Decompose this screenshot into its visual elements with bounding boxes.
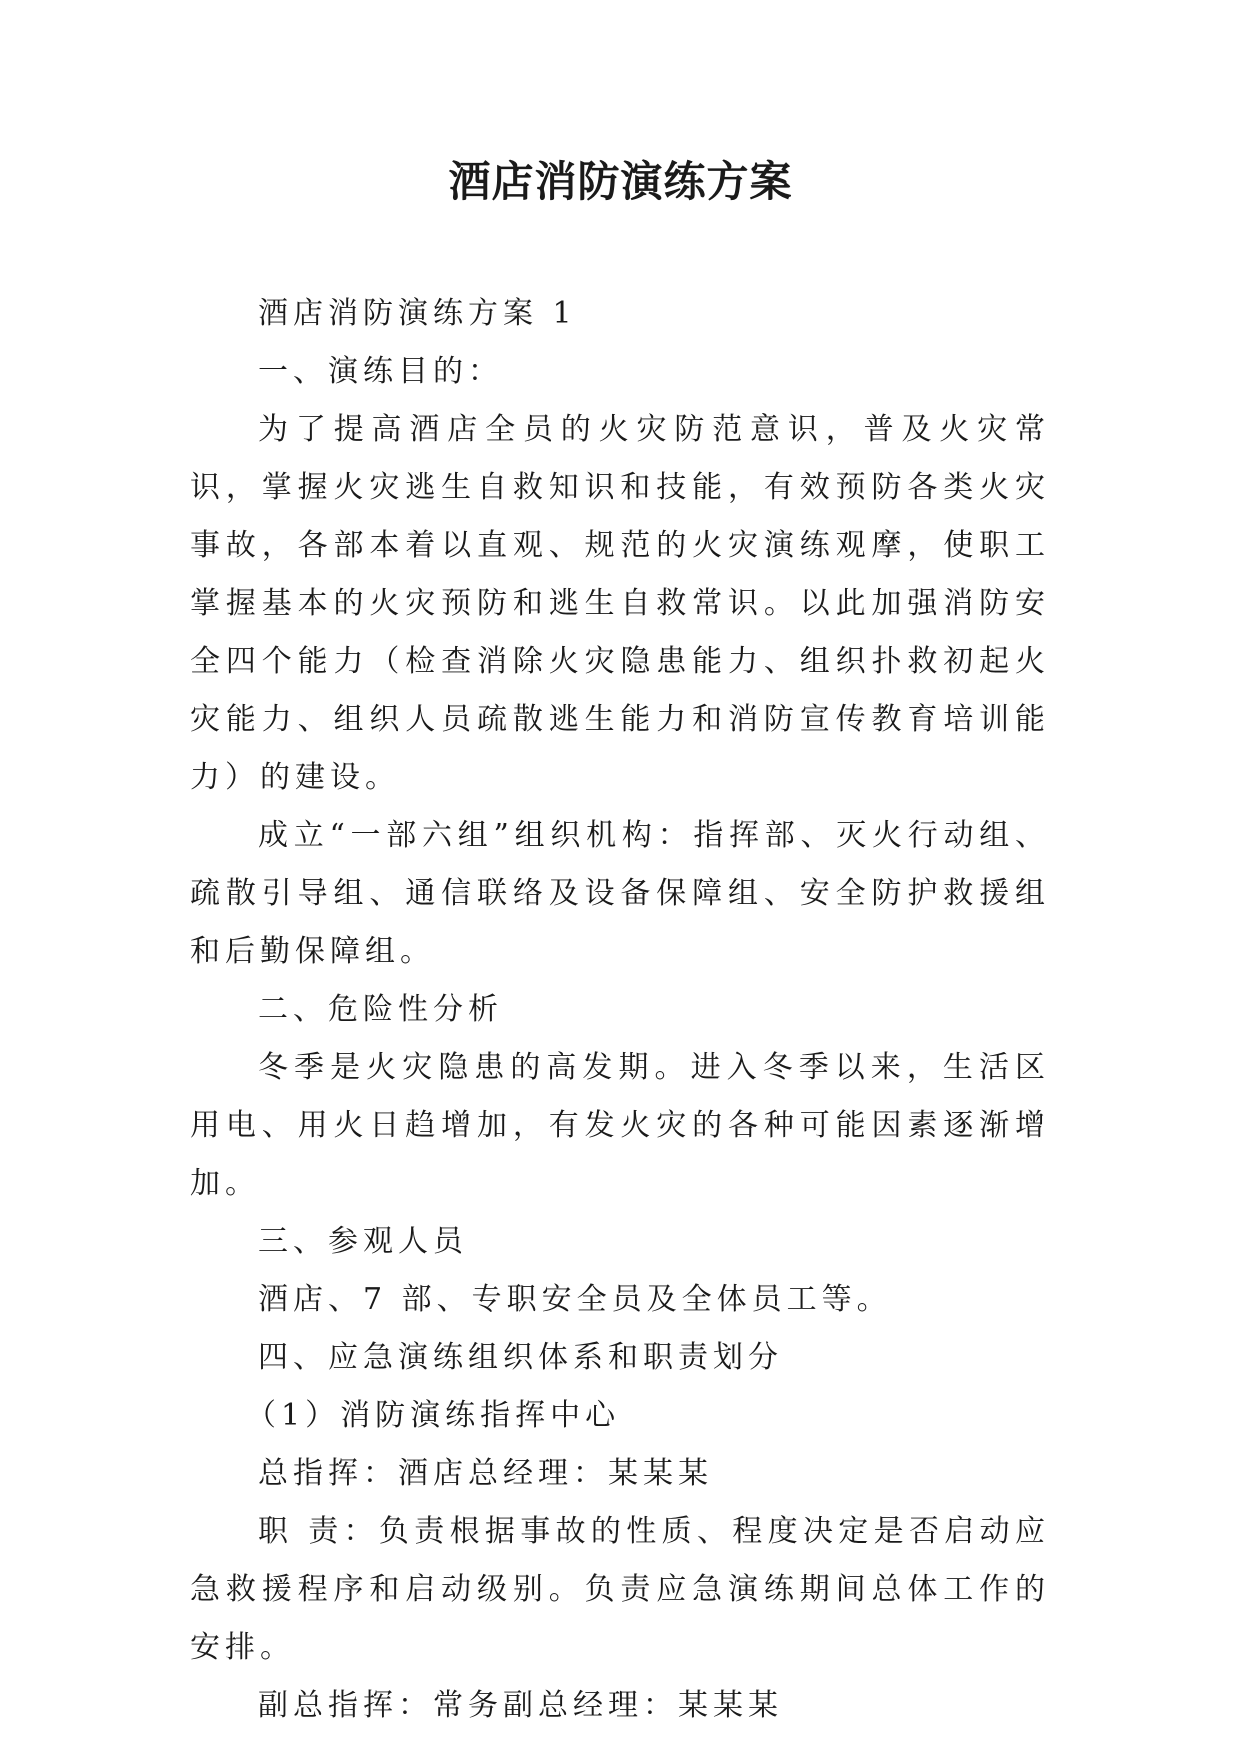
paragraph-duties: 职 责：负责根据事故的性质、程度决定是否启动应急救援程序和启动级别。负责应急演练期间总体工作的安排。 [190,1514,1050,1665]
document-body [190,285,1050,1735]
section-heading-visitors: 三、参观人员 [258,1224,468,1259]
document-title: 酒店消防演练方案 [448,157,793,206]
section-heading-purpose: 一、演练目的： [258,354,503,389]
paragraph-deputy-commander: 副总指挥：常务副总经理：某某某 [258,1688,783,1723]
paragraph-visitors: 酒店、7 部、专职安全员及全体员工等。 [258,1282,892,1317]
sub-heading-command-center: （1）消防演练指挥中心 [246,1398,621,1433]
paragraph-risk: 冬季是火灾隐患的高发期。进入冬季以来，生活区用电、用火日趋增加，有发火灾的各种可能因素逐渐增加。 [190,1050,1050,1201]
paragraph-organization: 成立“一部六组”组织机构：指挥部、灭火行动组、疏散引导组、通信联络及设备保障组、安全防护救援组和后勤保障组。 [190,818,1050,969]
section-heading-risk: 二、危险性分析 [258,992,503,1027]
section-heading-structure: 四、应急演练组织体系和职责划分 [258,1340,783,1375]
paragraph-commander: 总指挥：酒店总经理：某某某 [258,1456,713,1491]
document-subtitle: 酒店消防演练方案 1 [258,296,577,331]
paragraph-purpose: 为了提高酒店全员的火灾防范意识，普及火灾常识，掌握火灾逃生自救知识和技能，有效预防各类火灾事故，各部本着以直观、规范的火灾演练观摩，使职工掌握基本的火灾预防和逃生自救常识。以此加强消防安全四个能力（检查消除火灾隐患能力、组织扑救初起火灾能力、组织人员疏散逃生能力和消防宣传教育培训能力）的建设。 [190,412,1050,795]
